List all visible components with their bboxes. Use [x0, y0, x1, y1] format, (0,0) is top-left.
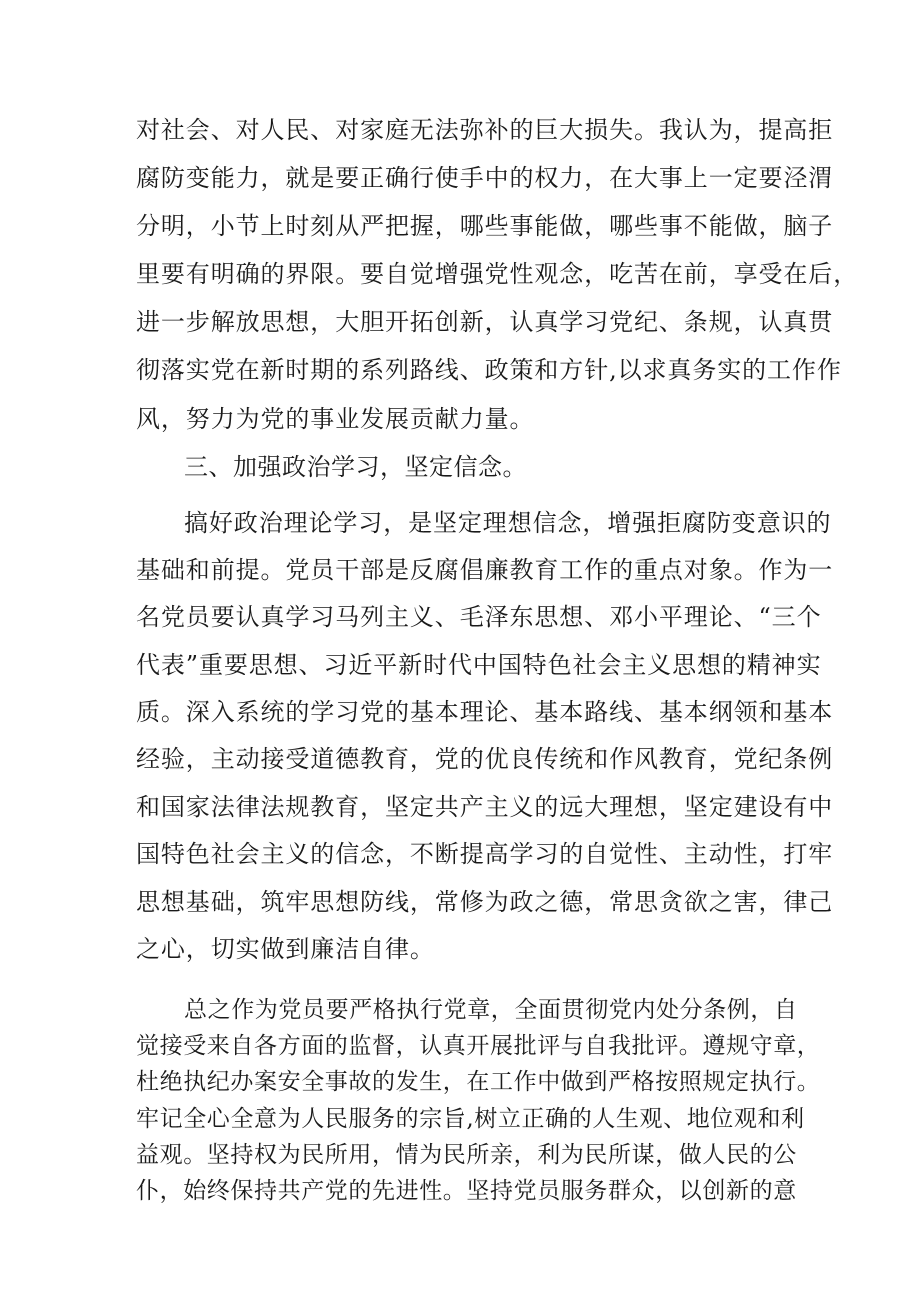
paragraph-2-line-10: 之心，切实做到廉洁自律。 [136, 935, 435, 963]
paragraph-3-line-5: 益观。坚持权为民所用，情为民所亲，利为民所谋，做人民的公 [136, 1142, 797, 1168]
paragraph-1-line-2: 腐防变能力，就是要正确行使手中的权力，在大事上一定要泾渭 [136, 164, 834, 192]
paragraph-3-line-2: 觉接受来自各方面的监督，认真开展批评与自我批评。遵规守章， [136, 1033, 821, 1059]
paragraph-2-line-5: 质。深入系统的学习党的基本理论、基本路线、基本纲领和基本 [136, 698, 834, 726]
paragraph-1-line-3: 分明，小节上时刻从严把握，哪些事能做，哪些事不能做，脑子 [136, 212, 834, 240]
paragraph-1-line-1: 对社会、对人民、对家庭无法弥补的巨大损失。我认为，提高拒 [136, 116, 834, 144]
paragraph-3-line-6: 仆，始终保持共产党的先进性。坚持党员服务群众，以创新的意 [136, 1178, 797, 1204]
paragraph-2-line-8: 国特色社会主义的信念，不断提高学习的自觉性、主动性，打牢 [136, 840, 834, 868]
section-heading: 三、加强政治学习，坚定信念。 [184, 453, 527, 481]
paragraph-3-line-3: 杜绝执纪办案安全事故的发生，在工作中做到严格按照规定执行。 [136, 1069, 821, 1095]
paragraph-2-line-3: 名党员要认真学习马列主义、毛泽东思想、邓小平理论、“三个 [136, 603, 822, 631]
paragraph-3-line-4: 牢记全心全意为人民服务的宗旨,树立正确的人生观、地位观和利 [136, 1106, 805, 1132]
paragraph-2-line-9: 思想基础，筑牢思想防线，常修为政之德，常思贪欲之害，律己 [136, 888, 834, 916]
paragraph-1-line-7: 风，努力为党的事业发展贡献力量。 [136, 405, 535, 433]
paragraph-1-line-4: 里要有明确的界限。要自觉增强党性观念，吃苦在前，享受在后， [136, 260, 859, 288]
paragraph-2-line-7: 和国家法律法规教育，坚定共产主义的远大理想，坚定建设有中 [136, 793, 834, 821]
paragraph-2-line-6: 经验，主动接受道德教育，党的优良传统和作风教育，党纪条例 [136, 745, 834, 773]
paragraph-2-line-2: 基础和前提。党员干部是反腐倡廉教育工作的重点对象。作为一 [136, 556, 834, 584]
paragraph-1-line-6: 彻落实党在新时期的系列路线、政策和方针,以求真务实的工作作 [136, 356, 842, 384]
paragraph-2-line-1: 搞好政治理论学习，是坚定理想信念，增强拒腐防变意识的 [184, 509, 832, 537]
paragraph-1-line-5: 进一步解放思想，大胆开拓创新，认真学习党纪、条规，认真贯 [136, 308, 834, 336]
paragraph-3-line-1: 总之作为党员要严格执行党章，全面贯彻党内处分条例，自 [184, 997, 798, 1023]
paragraph-2-line-4: 代表”重要思想、习近平新时代中国特色社会主义思想的精神实 [136, 651, 822, 679]
